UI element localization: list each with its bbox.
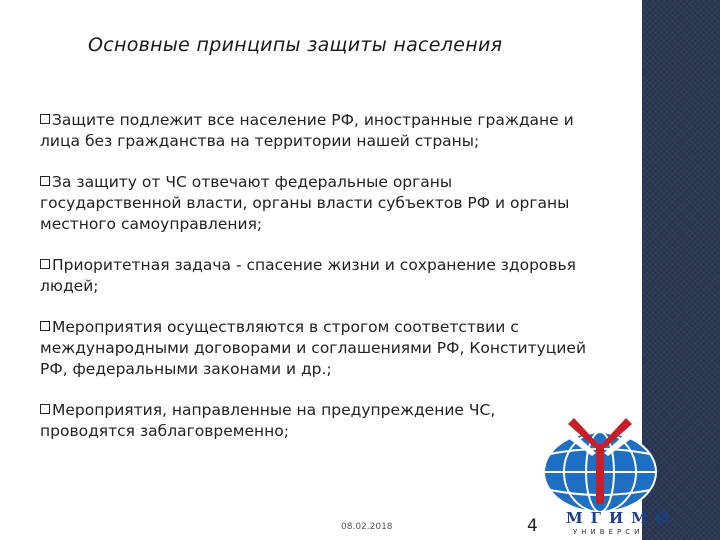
slide-date: 08.02.2018	[341, 522, 393, 532]
slide-title: Основные принципы защиты населения	[88, 34, 503, 56]
bullet-item	[40, 172, 595, 235]
bullet-text: Защите подлежит все население РФ, иностранные граждане и лица без гражданства на территории нашей страны;	[40, 111, 574, 150]
checkbox-bullet-icon	[40, 321, 50, 331]
bullet-item	[40, 255, 595, 297]
logo-subtitle: УНИВЕРСИТЕТ	[573, 528, 669, 536]
bullet-list	[40, 110, 595, 462]
checkbox-bullet-icon	[40, 176, 50, 186]
bullet-item	[40, 400, 595, 442]
checkbox-bullet-icon	[40, 259, 50, 269]
bullet-item	[40, 110, 595, 152]
logo-name: МГИМО	[566, 509, 677, 527]
bullet-text: Приоритетная задача - спасение жизни и сохранение здоровья людей;	[40, 256, 577, 295]
bullet-item	[40, 317, 595, 380]
bullet-text: Мероприятия осуществляются в строгом соответствии с международными договорами и соглашениями РФ, Конституцией РФ, федеральными законами и др.;	[40, 318, 587, 378]
bullet-text: За защиту от ЧС отвечают федеральные органы государственной власти, органы власти субъектов РФ и органы местного самоуправления;	[40, 173, 570, 233]
checkbox-bullet-icon	[40, 404, 50, 414]
checkbox-bullet-icon	[40, 114, 50, 124]
bullet-text: Мероприятия, направленные на предупреждение ЧС, проводятся заблаговременно;	[40, 401, 496, 440]
page-number: 4	[527, 516, 538, 536]
